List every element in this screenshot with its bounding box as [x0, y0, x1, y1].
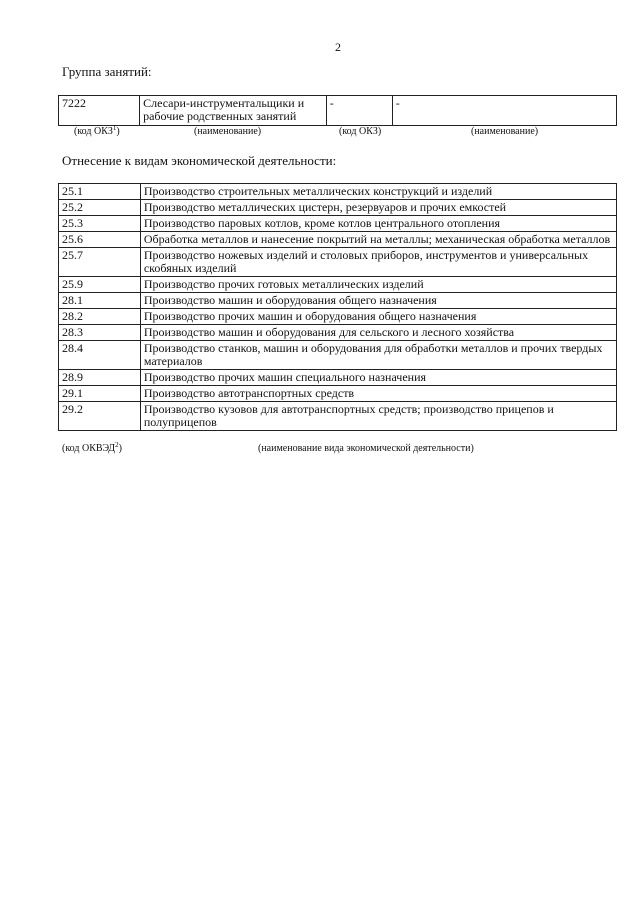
- okved-code-cell: 25.3: [59, 216, 141, 232]
- table-row: [59, 402, 617, 431]
- okz-code2-note: (код ОКЗ): [339, 126, 382, 137]
- okved-code-cell: 25.2: [59, 200, 141, 216]
- table-row: [59, 293, 617, 309]
- okved-code-cell: 25.9: [59, 277, 141, 293]
- table-row: [59, 96, 617, 126]
- table-row: [59, 200, 617, 216]
- table-row: [59, 216, 617, 232]
- okved-name-cell: Производство прочих готовых металлических изделий: [140, 277, 616, 293]
- table-row: [59, 341, 617, 370]
- okved-code-cell: 25.7: [59, 248, 141, 277]
- okz-name-note: (наименование): [194, 126, 262, 137]
- okved-code-cell: 28.3: [59, 325, 141, 341]
- table-row: [59, 248, 617, 277]
- activities-title: Отнесение к видам экономической деятельности:: [62, 153, 337, 168]
- okved-name-cell: Производство паровых котлов, кроме котлов центрального отопления: [140, 216, 616, 232]
- okved-code-cell: 28.2: [59, 309, 141, 325]
- okved-name-cell: Производство кузовов для автотранспортных средств; производство прицепов и полуприцепов: [140, 402, 616, 431]
- okved-code-cell: 25.6: [59, 232, 141, 248]
- okved-name-cell: Производство ножевых изделий и столовых приборов, инструментов и универсальных скобяных изделий: [140, 248, 616, 277]
- okved-code-cell: 29.1: [59, 386, 141, 402]
- okved-code-cell: 28.1: [59, 293, 141, 309]
- okz-name2-note: (наименование): [471, 126, 539, 137]
- okved-code-cell: 28.9: [59, 370, 141, 386]
- okved-name-cell: Производство металлических цистерн, резервуаров и прочих емкостей: [140, 200, 616, 216]
- table-row: [59, 370, 617, 386]
- okved-code-cell: 29.2: [59, 402, 141, 431]
- okved-code-cell: 25.1: [59, 184, 141, 200]
- table-row: [59, 386, 617, 402]
- okz-name-cell: Слесари-инструментальщики и рабочие родственных занятий: [140, 96, 327, 126]
- table-row: [59, 309, 617, 325]
- activities-column-notes: [58, 443, 618, 457]
- okved-name-cell: Производство автотранспортных средств: [140, 386, 616, 402]
- okved-name-cell: Производство станков, машин и оборудования для обработки металлов и прочих твердых материалов: [140, 341, 616, 370]
- okved-name-cell: Производство прочих машин и оборудования общего назначения: [140, 309, 616, 325]
- okved-name-cell: Производство прочих машин специального назначения: [140, 370, 616, 386]
- okz-code2-cell: -: [326, 96, 392, 126]
- okved-name-cell: Обработка металлов и нанесение покрытий на металлы; механическая обработка металлов: [140, 232, 616, 248]
- occupation-group-table: [58, 95, 617, 126]
- okved-name-cell: Производство машин и оборудования для сельского и лесного хозяйства: [140, 325, 616, 341]
- table-row: [59, 325, 617, 341]
- okved-code-note: (код ОКВЭД$^2$): [62, 441, 122, 454]
- occupation-group-column-notes: [58, 126, 618, 138]
- table-row: [59, 232, 617, 248]
- table-row: [59, 184, 617, 200]
- okved-name-note: (наименование вида экономической деятельности): [258, 443, 474, 454]
- activities-table: [58, 183, 617, 431]
- table-row: [59, 277, 617, 293]
- okz-name2-cell: -: [392, 96, 616, 126]
- okved-name-cell: Производство строительных металлических конструкций и изделий: [140, 184, 616, 200]
- okz-code-note: (код ОКЗ$^1$): [74, 124, 120, 137]
- occupation-group-title: Группа занятий:: [62, 64, 152, 79]
- okved-code-cell: 28.4: [59, 341, 141, 370]
- page-number: 2: [335, 40, 341, 54]
- okved-name-cell: Производство машин и оборудования общего назначения: [140, 293, 616, 309]
- okz-code-cell: 7222: [59, 96, 140, 126]
